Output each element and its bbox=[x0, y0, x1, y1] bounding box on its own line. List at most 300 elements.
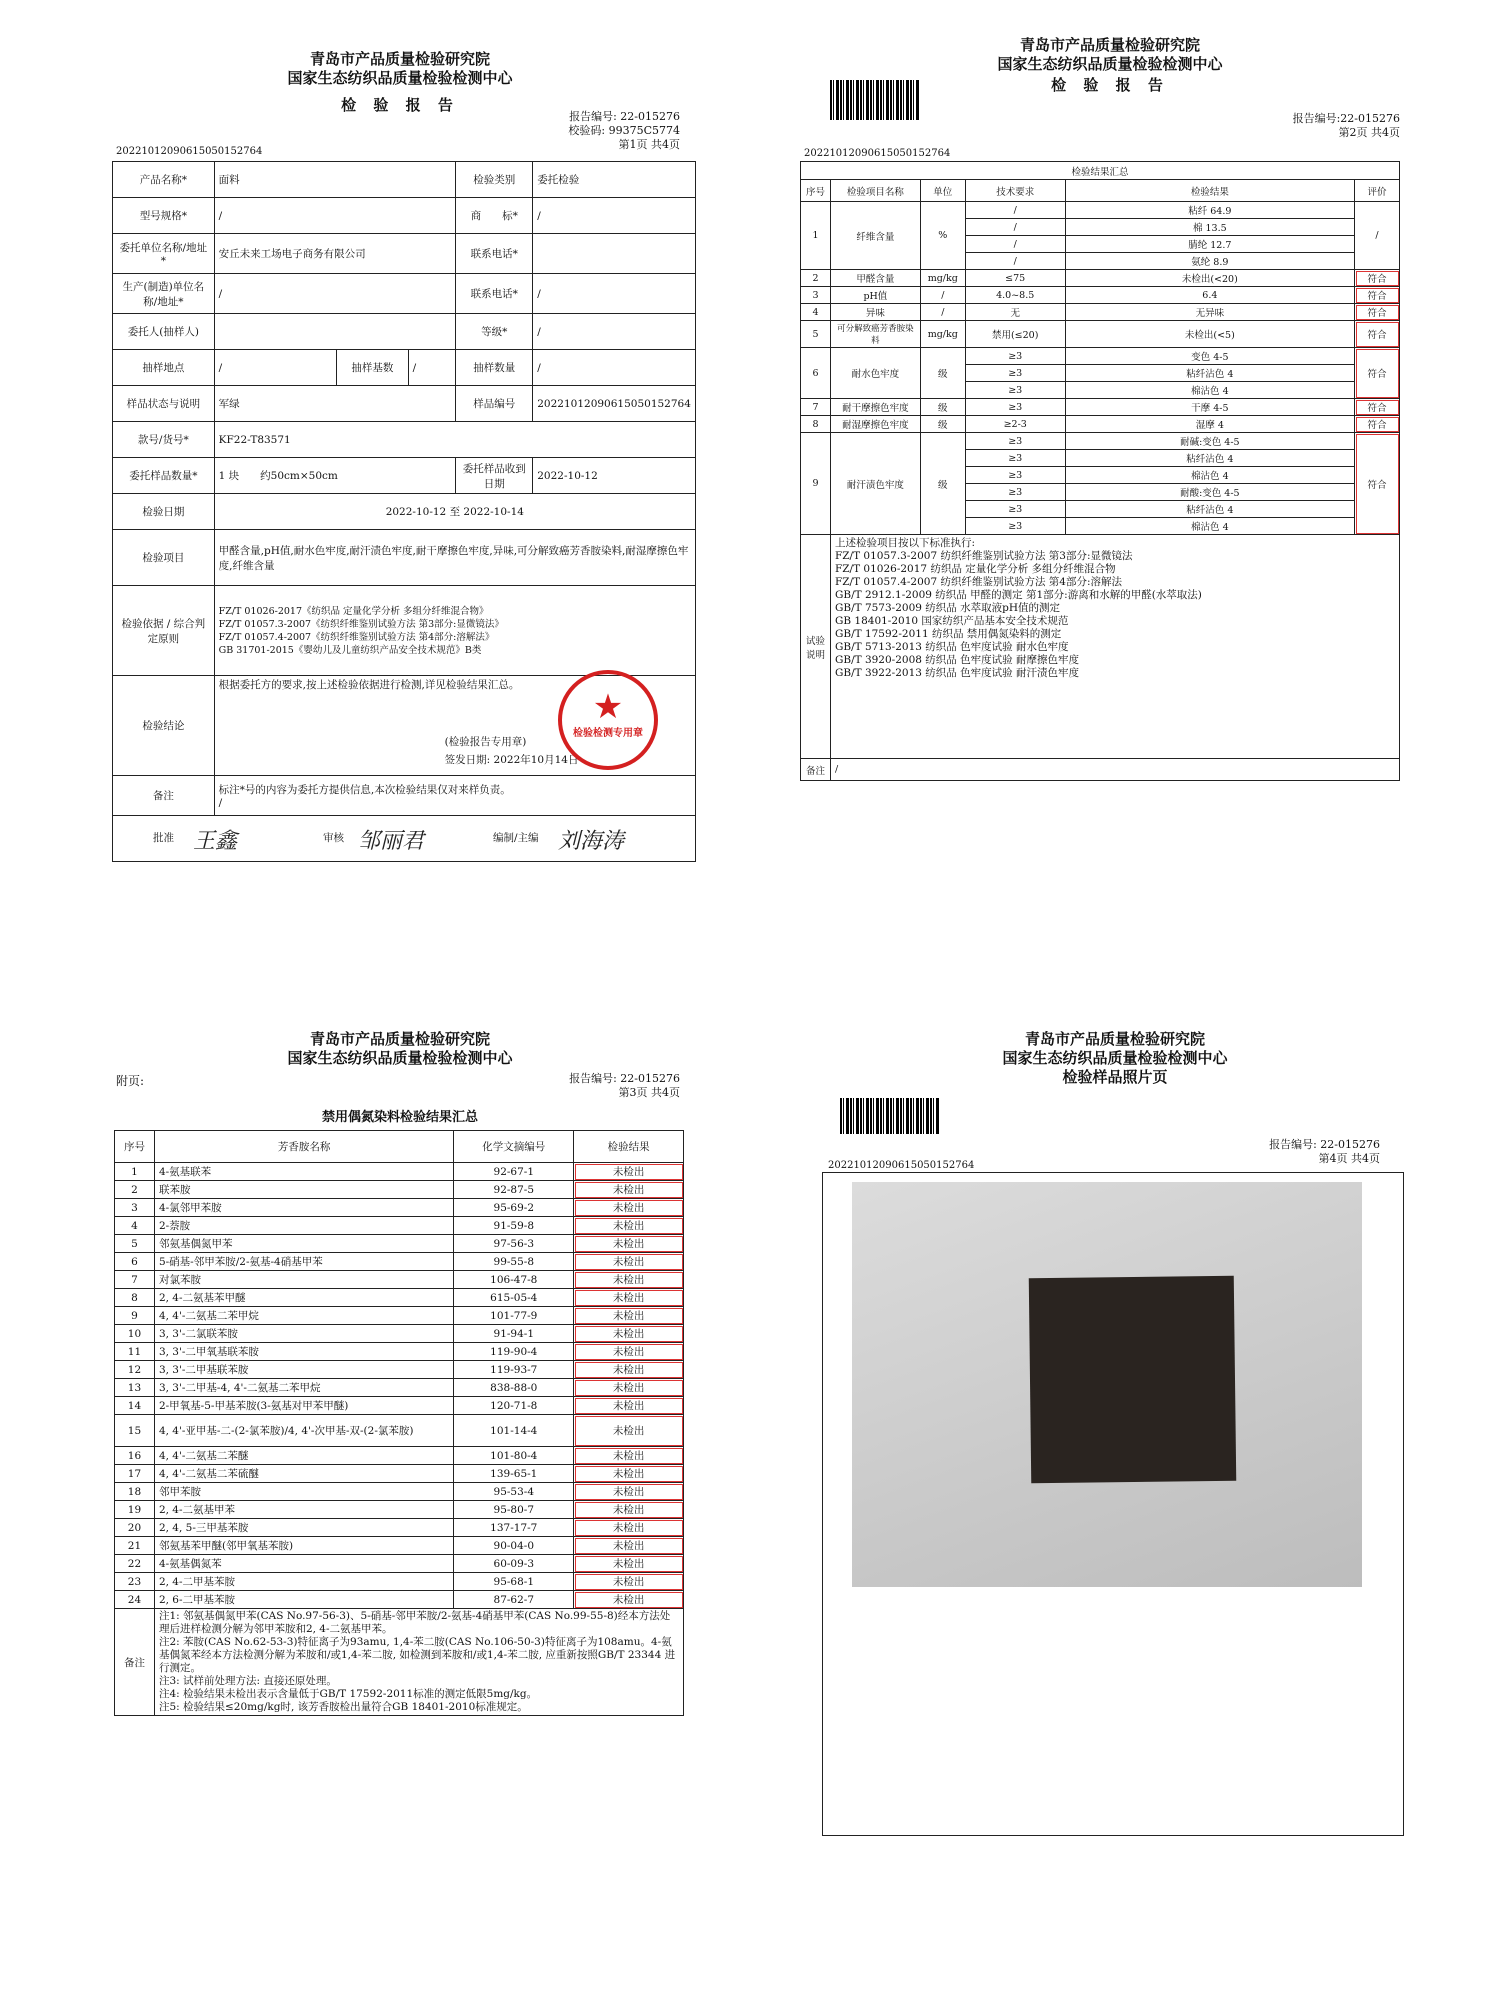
result: 未检出(<20) bbox=[1065, 270, 1354, 287]
field-label: 检验结论 bbox=[113, 676, 215, 776]
evaluation: 符合 bbox=[1355, 270, 1400, 287]
standard-line: GB/T 3922-2013 纺织品 色牢度试验 耐汗渍色牢度 bbox=[834, 667, 1079, 679]
field-label: 联系电话* bbox=[456, 274, 533, 314]
center-name: 国家生态纺织品质量检验检测中心 bbox=[1002, 1049, 1228, 1067]
result: 未检出 bbox=[574, 1465, 684, 1483]
info-row bbox=[113, 234, 696, 274]
page1-header bbox=[100, 50, 700, 115]
row-number: 16 bbox=[115, 1447, 155, 1465]
field-value: / bbox=[533, 314, 696, 350]
row-number: 24 bbox=[115, 1591, 155, 1609]
result: 未检出 bbox=[574, 1217, 684, 1235]
table-row bbox=[801, 321, 1400, 348]
cas-number: 91-94-1 bbox=[454, 1325, 574, 1343]
barcode-image bbox=[840, 1098, 940, 1134]
table-row bbox=[801, 304, 1400, 321]
amine-name: 2, 4-二氨基甲苯 bbox=[154, 1501, 453, 1519]
amine-name: 4-氯邻甲苯胺 bbox=[154, 1199, 453, 1217]
basis-line: GB 31701-2015《婴幼儿及儿童纺织产品安全技术规范》B类 bbox=[218, 644, 482, 656]
test-date: 2022-10-12 至 2022-10-14 bbox=[214, 494, 695, 530]
cas-number: 95-53-4 bbox=[454, 1483, 574, 1501]
field-value: / bbox=[533, 274, 696, 314]
table-row bbox=[115, 1325, 684, 1343]
result: 未检出 bbox=[574, 1555, 684, 1573]
row-number: 9 bbox=[115, 1307, 155, 1325]
amine-name: 2, 4, 5-三甲基苯胺 bbox=[154, 1519, 453, 1537]
item-unit: 级 bbox=[920, 348, 965, 399]
row-number: 7 bbox=[115, 1271, 155, 1289]
note-line: 注4: 检验结果未检出表示含量低于GB/T 17592-2011标准的测定低限5mg/kg。 bbox=[158, 1688, 538, 1700]
amine-name: 4-氨基联苯 bbox=[154, 1163, 453, 1181]
item-no: 2 bbox=[801, 270, 831, 287]
table-row bbox=[115, 1483, 684, 1501]
attachment-label: 附页: bbox=[116, 1074, 145, 1088]
item-no: 6 bbox=[801, 348, 831, 399]
note-line: 注1: 邻氨基偶氮甲苯(CAS No.97-56-3)、5-硝基-邻甲苯胺/2-氨基-4硝基甲苯(CAS No.99-55-8)经本方法处理后进样检测分解为邻甲苯胺和2, 4-二氨基甲苯。 bbox=[158, 1610, 671, 1635]
standard-line: GB/T 17592-2011 纺织品 禁用偶氮染料的测定 bbox=[834, 628, 1062, 640]
result: 粘纤沾色 4 bbox=[1065, 501, 1354, 518]
table-row bbox=[115, 1181, 684, 1199]
table-row bbox=[115, 1361, 684, 1379]
field-value: / bbox=[533, 350, 696, 386]
description-list bbox=[830, 535, 1399, 759]
result: 氨纶 8.9 bbox=[1065, 253, 1354, 270]
document-code: 20221012090615050152764 bbox=[116, 146, 263, 157]
remark-text: / bbox=[218, 797, 223, 809]
sampling-row bbox=[113, 350, 696, 386]
item-name: pH值 bbox=[830, 287, 920, 304]
evaluation: / bbox=[1355, 202, 1400, 270]
result: 腈纶 12.7 bbox=[1065, 236, 1354, 253]
item-no: 9 bbox=[801, 433, 831, 535]
cas-number: 119-90-4 bbox=[454, 1343, 574, 1361]
table-row bbox=[801, 416, 1400, 433]
standard-line: GB/T 5713-2013 纺织品 色牢度试验 耐水色牢度 bbox=[834, 641, 1069, 653]
azo-table-title: 禁用偶氮染料检验结果汇总 bbox=[321, 1110, 478, 1125]
field-label: 生产(制造)单位名称/地址* bbox=[113, 274, 215, 314]
table-row bbox=[115, 1253, 684, 1271]
cas-number: 119-93-7 bbox=[454, 1361, 574, 1379]
result: 未检出 bbox=[574, 1447, 684, 1465]
amine-name: 4-氨基偶氮苯 bbox=[154, 1555, 453, 1573]
field-label: 型号规格* bbox=[113, 198, 215, 234]
result: 棉 13.5 bbox=[1065, 219, 1354, 236]
info-row bbox=[113, 314, 696, 350]
center-name: 国家生态纺织品质量检验检测中心 bbox=[997, 55, 1223, 73]
row-number: 15 bbox=[115, 1415, 155, 1447]
center-name: 国家生态纺织品质量检验检测中心 bbox=[287, 69, 513, 87]
remark-cell bbox=[214, 776, 695, 816]
page-number: 第4页 共4页 bbox=[1318, 1152, 1380, 1165]
result: 未检出 bbox=[574, 1199, 684, 1217]
row-number: 10 bbox=[115, 1325, 155, 1343]
table-row bbox=[801, 270, 1400, 287]
row-number: 18 bbox=[115, 1483, 155, 1501]
requirement: ≥3 bbox=[965, 382, 1065, 399]
field-label: 委托单位名称/地址* bbox=[113, 234, 215, 274]
item-name: 耐汗渍色牢度 bbox=[830, 433, 920, 535]
amine-name: 3, 3'-二甲氧基联苯胺 bbox=[154, 1343, 453, 1361]
result: 未检出 bbox=[574, 1483, 684, 1501]
document-code: 20221012090615050152764 bbox=[804, 148, 951, 159]
cas-number: 838-88-0 bbox=[454, 1379, 574, 1397]
cas-number: 92-87-5 bbox=[454, 1181, 574, 1199]
cas-number: 91-59-8 bbox=[454, 1217, 574, 1235]
notes-list bbox=[154, 1609, 683, 1716]
result: 粘纤沾色 4 bbox=[1065, 450, 1354, 467]
field-label: 备注 bbox=[801, 759, 831, 781]
table-row bbox=[115, 1217, 684, 1235]
field-label: 委托人(抽样人) bbox=[113, 314, 215, 350]
report-page-2 bbox=[800, 30, 1420, 860]
summary-title: 检验结果汇总 bbox=[801, 162, 1400, 180]
report-page-3 bbox=[100, 1020, 700, 1820]
field-label: 样品编号 bbox=[456, 386, 533, 422]
table-row bbox=[115, 1573, 684, 1591]
report-number: 报告编号: 22-015276 bbox=[1269, 1138, 1380, 1151]
standard-line: GB/T 7573-2009 纺织品 水萃取液pH值的测定 bbox=[834, 602, 1060, 614]
item-no: 3 bbox=[801, 287, 831, 304]
field-label: 商 标* bbox=[456, 198, 533, 234]
field-label: 联系电话* bbox=[456, 234, 533, 274]
table-row bbox=[115, 1271, 684, 1289]
column-header: 检验结果 bbox=[574, 1131, 684, 1163]
basis-row bbox=[113, 586, 696, 676]
table-row bbox=[801, 399, 1400, 416]
table-row bbox=[115, 1199, 684, 1217]
signature-row bbox=[113, 816, 696, 862]
amine-name: 3, 3'-二甲基联苯胺 bbox=[154, 1361, 453, 1379]
result: 未检出 bbox=[574, 1235, 684, 1253]
result: 干摩 4-5 bbox=[1065, 399, 1354, 416]
result: 未检出 bbox=[574, 1163, 684, 1181]
result: 无异味 bbox=[1065, 304, 1354, 321]
evaluation: 符合 bbox=[1355, 304, 1400, 321]
field-label: 检验依据 / 综合判定原则 bbox=[113, 586, 215, 676]
result: 未检出 bbox=[574, 1415, 684, 1447]
requirement: ≥3 bbox=[965, 518, 1065, 535]
check-code: 校验码: 99375C5774 bbox=[568, 124, 680, 137]
item-no: 5 bbox=[801, 321, 831, 348]
info-row bbox=[113, 162, 696, 198]
star-icon: ★ bbox=[592, 687, 624, 727]
basis-line: FZ/T 01057.3-2007《纺织纤维鉴别试验方法 第3部分:显微镜法》 bbox=[218, 618, 504, 630]
institute-name: 青岛市产品质量检验研究院 bbox=[309, 50, 490, 68]
field-label: 样品状态与说明 bbox=[113, 386, 215, 422]
info-row bbox=[113, 458, 696, 494]
result: 粘纤沾色 4 bbox=[1065, 365, 1354, 382]
amine-name: 2, 6-二甲基苯胺 bbox=[154, 1591, 453, 1609]
requirement: / bbox=[965, 236, 1065, 253]
item-no: 4 bbox=[801, 304, 831, 321]
remark-text: 标注*号的内容为委托方提供信息,本次检验结果仅对来样负责。 bbox=[218, 784, 511, 796]
evaluation: 符合 bbox=[1355, 416, 1400, 433]
result: 湿摩 4 bbox=[1065, 416, 1354, 433]
amine-name: 2-甲氧基-5-甲基苯胺(3-氨基对甲苯甲醚) bbox=[154, 1397, 453, 1415]
result: 未检出 bbox=[574, 1519, 684, 1537]
field-label: 检验项目 bbox=[113, 530, 215, 586]
result: 未检出 bbox=[574, 1379, 684, 1397]
column-header: 序号 bbox=[115, 1131, 155, 1163]
requirement: 禁用(≤20) bbox=[965, 321, 1065, 348]
requirement: ≥3 bbox=[965, 450, 1065, 467]
table-row bbox=[115, 1501, 684, 1519]
standard-line: 上述检验项目按以下标准执行: bbox=[834, 537, 976, 549]
result: 棉沾色 4 bbox=[1065, 382, 1354, 399]
table-row bbox=[801, 202, 1400, 219]
field-label: 产品名称* bbox=[113, 162, 215, 198]
amine-name: 4, 4'-二氨基二苯硫醚 bbox=[154, 1465, 453, 1483]
note-line: 注5: 检验结果≤20mg/kg时, 该芳香胺检出量符合GB 18401-2010标准规定。 bbox=[158, 1701, 528, 1713]
field-value bbox=[214, 314, 456, 350]
table-row bbox=[115, 1343, 684, 1361]
info-row bbox=[113, 274, 696, 314]
amine-name: 4, 4'-二氨基二苯甲烷 bbox=[154, 1307, 453, 1325]
field-value: / bbox=[533, 198, 696, 234]
stamp-text: 检验检测专用章 bbox=[573, 728, 643, 739]
amine-name: 邻氨基偶氮甲苯 bbox=[154, 1235, 453, 1253]
result: 未检出 bbox=[574, 1501, 684, 1519]
table-row bbox=[115, 1379, 684, 1397]
result: 未检出 bbox=[574, 1307, 684, 1325]
field-value bbox=[533, 234, 696, 274]
reviewer-signature: 邹丽君 bbox=[358, 829, 425, 854]
field-label: 委托样品数量* bbox=[113, 458, 215, 494]
item-unit: / bbox=[920, 304, 965, 321]
cas-number: 95-69-2 bbox=[454, 1199, 574, 1217]
result: 未检出 bbox=[574, 1271, 684, 1289]
amine-name: 2, 4-二甲基苯胺 bbox=[154, 1573, 453, 1591]
photo-page-title: 检验样品照片页 bbox=[1062, 1068, 1168, 1086]
standard-line: GB 18401-2010 国家纺织产品基本安全技术规范 bbox=[834, 615, 1069, 627]
cas-number: 90-04-0 bbox=[454, 1537, 574, 1555]
requirement: ≥3 bbox=[965, 484, 1065, 501]
basis-list bbox=[214, 586, 695, 676]
field-value: 安丘未来工场电子商务有限公司 bbox=[214, 234, 456, 274]
row-number: 14 bbox=[115, 1397, 155, 1415]
item-unit: 级 bbox=[920, 399, 965, 416]
azo-dye-results-table bbox=[114, 1130, 684, 1716]
cas-number: 137-17-7 bbox=[454, 1519, 574, 1537]
field-value: / bbox=[408, 350, 456, 386]
page4-header bbox=[810, 1030, 1420, 1087]
item-unit: mg/kg bbox=[920, 321, 965, 348]
signature-cell bbox=[113, 816, 696, 862]
result: 未检出 bbox=[574, 1573, 684, 1591]
conclusion-text: 根据委托方的要求,按上述检验依据进行检测,详见检验结果汇总。 bbox=[218, 679, 520, 691]
result: 6.4 bbox=[1065, 287, 1354, 304]
issue-date: 签发日期: 2022年10月14日 bbox=[444, 754, 579, 766]
field-value: 20221012090615050152764 bbox=[533, 386, 696, 422]
page-number: 第2页 共4页 bbox=[1338, 126, 1400, 139]
approver-signature: 王鑫 bbox=[193, 829, 238, 854]
item-no: 1 bbox=[801, 202, 831, 270]
page3-header bbox=[100, 1030, 700, 1068]
test-date-row bbox=[113, 494, 696, 530]
row-number: 20 bbox=[115, 1519, 155, 1537]
note-line: 注3: 试样前处理方法: 直接还原处理。 bbox=[158, 1675, 337, 1687]
column-header: 化学文摘编号 bbox=[454, 1131, 574, 1163]
row-number: 22 bbox=[115, 1555, 155, 1573]
result: 未检出 bbox=[574, 1289, 684, 1307]
field-value: KF22-T83571 bbox=[214, 422, 695, 458]
requirement: ≥3 bbox=[965, 348, 1065, 365]
table-row bbox=[115, 1289, 684, 1307]
fabric-sample bbox=[1029, 1276, 1236, 1483]
item-name: 纤维含量 bbox=[830, 202, 920, 270]
item-name: 耐水色牢度 bbox=[830, 348, 920, 399]
result: 棉沾色 4 bbox=[1065, 518, 1354, 535]
institute-name: 青岛市产品质量检验研究院 bbox=[1019, 36, 1200, 54]
result: 耐酸:变色 4-5 bbox=[1065, 484, 1354, 501]
field-label: 等级* bbox=[456, 314, 533, 350]
table-row bbox=[115, 1591, 684, 1609]
item-no: 8 bbox=[801, 416, 831, 433]
table-header-row bbox=[801, 180, 1400, 202]
sample-photo bbox=[852, 1182, 1362, 1587]
cas-number: 101-80-4 bbox=[454, 1447, 574, 1465]
standard-line: GB/T 2912.1-2009 纺织品 甲醛的测定 第1部分:游离和水解的甲醛(水萃取法) bbox=[834, 589, 1202, 601]
requirement: ≤75 bbox=[965, 270, 1065, 287]
result: 未检出 bbox=[574, 1361, 684, 1379]
cas-number: 615-05-4 bbox=[454, 1289, 574, 1307]
requirement: / bbox=[965, 219, 1065, 236]
table-row bbox=[115, 1519, 684, 1537]
cas-number: 60-09-3 bbox=[454, 1555, 574, 1573]
approve-label: 批准 bbox=[153, 832, 174, 844]
table-row bbox=[801, 287, 1400, 304]
row-number: 3 bbox=[115, 1199, 155, 1217]
result: 未检出 bbox=[574, 1537, 684, 1555]
page-number: 第3页 共4页 bbox=[618, 1086, 680, 1099]
table-row bbox=[115, 1447, 684, 1465]
requirement: 无 bbox=[965, 304, 1065, 321]
test-description-row bbox=[801, 535, 1400, 759]
cas-number: 120-71-8 bbox=[454, 1397, 574, 1415]
standard-line: FZ/T 01026-2017 纺织品 定量化学分析 多组分纤维混合物 bbox=[834, 563, 1116, 575]
field-label: 抽样地点 bbox=[113, 350, 215, 386]
table-row bbox=[115, 1465, 684, 1483]
requirement: 4.0~8.5 bbox=[965, 287, 1065, 304]
table-row bbox=[115, 1537, 684, 1555]
result: 未检出 bbox=[574, 1397, 684, 1415]
table-row bbox=[801, 433, 1400, 450]
evaluation: 符合 bbox=[1355, 321, 1400, 348]
description-label: 试验说明 bbox=[801, 535, 831, 759]
cas-number: 95-80-7 bbox=[454, 1501, 574, 1519]
amine-name: 邻甲苯胺 bbox=[154, 1483, 453, 1501]
row-number: 19 bbox=[115, 1501, 155, 1519]
item-unit: / bbox=[920, 287, 965, 304]
item-name: 耐干摩擦色牢度 bbox=[830, 399, 920, 416]
test-items: 甲醛含量,pH值,耐水色牢度,耐汗渍色牢度,耐干摩擦色牢度,异味,可分解致癌芳香胺染料,耐湿摩擦色牢度,纤维含量 bbox=[214, 530, 695, 586]
basis-line: FZ/T 01057.4-2007《纺织纤维鉴别试验方法 第4部分:溶解法》 bbox=[218, 631, 495, 643]
field-label: 抽样数量 bbox=[456, 350, 533, 386]
field-value: 委托检验 bbox=[533, 162, 696, 198]
amine-name: 2, 4-二氨基苯甲醚 bbox=[154, 1289, 453, 1307]
editor-label: 编制/主编 bbox=[493, 832, 539, 844]
cas-number: 139-65-1 bbox=[454, 1465, 574, 1483]
amine-name: 邻氨基苯甲醚(邻甲氧基苯胺) bbox=[154, 1537, 453, 1555]
test-items-row bbox=[113, 530, 696, 586]
requirement: / bbox=[965, 253, 1065, 270]
standard-line: FZ/T 01057.4-2007 纺织纤维鉴别试验方法 第4部分:溶解法 bbox=[834, 576, 1123, 588]
row-number: 13 bbox=[115, 1379, 155, 1397]
basis-line: FZ/T 01026-2017《纺织品 定量化学分析 多组分纤维混合物》 bbox=[218, 605, 489, 617]
page4-meta bbox=[1269, 1138, 1380, 1166]
page1-meta bbox=[568, 110, 680, 152]
item-name: 可分解致癌芳香胺染料 bbox=[830, 321, 920, 348]
results-summary-table bbox=[800, 161, 1400, 781]
amine-name: 3, 3'-二甲基-4, 4'-二氨基二苯甲烷 bbox=[154, 1379, 453, 1397]
result: 未检出 bbox=[574, 1325, 684, 1343]
report-number: 报告编号:22-015276 bbox=[1292, 112, 1400, 125]
cas-number: 95-68-1 bbox=[454, 1573, 574, 1591]
result: 未检出 bbox=[574, 1181, 684, 1199]
review-label: 审核 bbox=[323, 832, 344, 844]
table-row bbox=[115, 1415, 684, 1447]
row-number: 12 bbox=[115, 1361, 155, 1379]
result: 未检出 bbox=[574, 1253, 684, 1271]
field-label: 款号/货号* bbox=[113, 422, 215, 458]
remark-row bbox=[801, 759, 1400, 781]
remark-row bbox=[113, 776, 696, 816]
amine-name: 5-硝基-邻甲苯胺/2-氨基-4硝基甲苯 bbox=[154, 1253, 453, 1271]
requirement: ≥3 bbox=[965, 467, 1065, 484]
institute-name: 青岛市产品质量检验研究院 bbox=[309, 1030, 490, 1048]
evaluation: 符合 bbox=[1355, 433, 1400, 535]
column-header: 检验结果 bbox=[1065, 180, 1354, 202]
report-number: 报告编号: 22-015276 bbox=[569, 110, 680, 123]
item-unit: mg/kg bbox=[920, 270, 965, 287]
field-value: 军绿 bbox=[214, 386, 456, 422]
amine-name: 对氯苯胺 bbox=[154, 1271, 453, 1289]
row-number: 1 bbox=[115, 1163, 155, 1181]
cas-number: 92-67-1 bbox=[454, 1163, 574, 1181]
item-unit: 级 bbox=[920, 416, 965, 433]
info-row bbox=[113, 198, 696, 234]
table-row bbox=[115, 1307, 684, 1325]
field-label: 备注 bbox=[113, 776, 215, 816]
amine-name: 联苯胺 bbox=[154, 1181, 453, 1199]
row-number: 6 bbox=[115, 1253, 155, 1271]
row-number: 23 bbox=[115, 1573, 155, 1591]
standard-line: GB/T 3920-2008 纺织品 色牢度试验 耐摩擦色牢度 bbox=[834, 654, 1079, 666]
field-value: 面料 bbox=[214, 162, 456, 198]
field-label: 检验日期 bbox=[113, 494, 215, 530]
report-number: 报告编号: 22-015276 bbox=[569, 1072, 680, 1085]
row-number: 21 bbox=[115, 1537, 155, 1555]
editor-signature: 刘海涛 bbox=[558, 829, 625, 854]
requirement: ≥3 bbox=[965, 399, 1065, 416]
result: 变色 4-5 bbox=[1065, 348, 1354, 365]
row-number: 17 bbox=[115, 1465, 155, 1483]
document-code: 20221012090615050152764 bbox=[828, 1160, 975, 1171]
table-row bbox=[115, 1555, 684, 1573]
requirement: ≥3 bbox=[965, 433, 1065, 450]
cas-number: 97-56-3 bbox=[454, 1235, 574, 1253]
report-page-1 bbox=[100, 40, 700, 880]
page-number: 第1页 共4页 bbox=[618, 138, 680, 151]
info-row bbox=[113, 386, 696, 422]
item-name: 异味 bbox=[830, 304, 920, 321]
amine-name: 3, 3'-二氯联苯胺 bbox=[154, 1325, 453, 1343]
requirement: ≥3 bbox=[965, 501, 1065, 518]
cas-number: 87-62-7 bbox=[454, 1591, 574, 1609]
column-header: 技术要求 bbox=[965, 180, 1065, 202]
column-header: 单位 bbox=[920, 180, 965, 202]
item-unit: % bbox=[920, 202, 965, 270]
